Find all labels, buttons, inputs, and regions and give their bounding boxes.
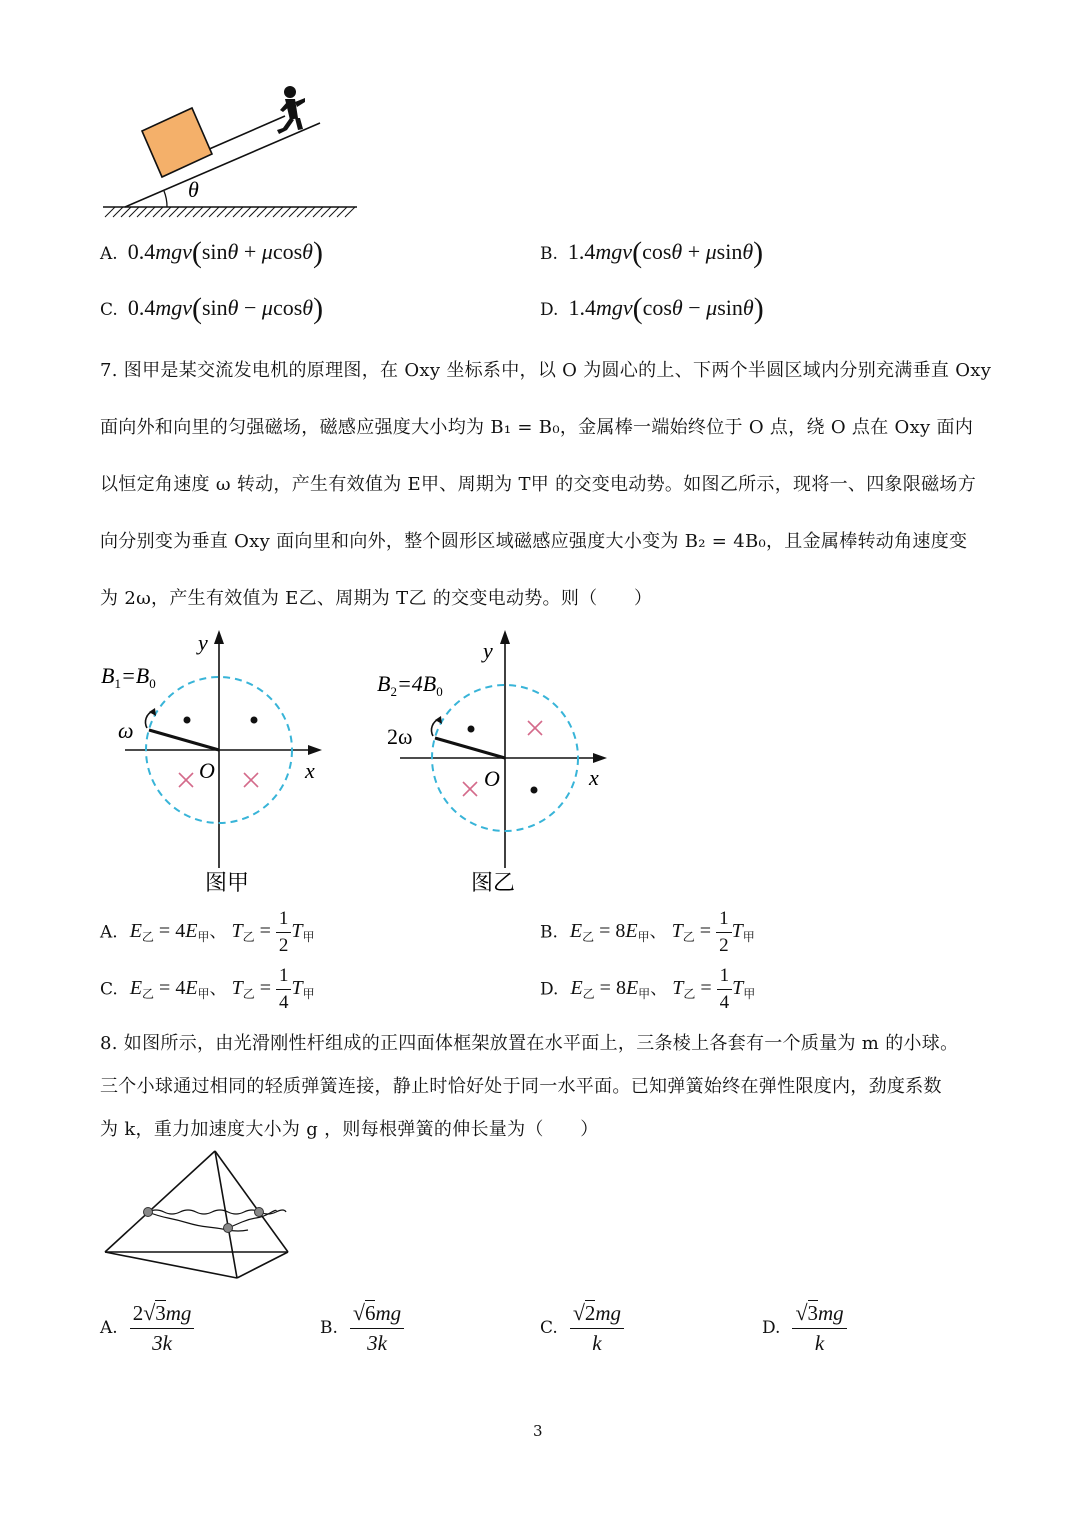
incline-figure <box>95 80 370 220</box>
q7-line-1: 7. 图甲是某交流发电机的原理图，在 Oxy 坐标系中，以 O 为圆心的上、下两个半圆区域内分别充满垂直 Oxy <box>100 360 992 381</box>
q8-option: B. $\frac{√6mg}{3k}$ <box>320 1300 404 1356</box>
axis-x-label: x <box>305 758 315 783</box>
figure-yi <box>375 628 635 898</box>
q8-line-2: 三个小球通过相同的轻质弹簧连接，静止时恰好处于同一水平面。已知弹簧始终在弹性限度内，劲度系数 <box>100 1076 942 1097</box>
q6-option: B. 1.4mgv(cosθ + μsinθ) <box>540 236 764 269</box>
axis-y-label: y <box>483 638 493 663</box>
ball <box>224 1224 233 1233</box>
axis-x-label: x <box>589 765 599 790</box>
metal-rod <box>149 730 219 750</box>
q7-line-2: 面向外和向里的匀强磁场，磁感应强度大小均为 B₁ = B₀，金属棒一端始终位于 O 点，绕 O 点在 Oxy 面内 <box>100 417 974 438</box>
figure-caption: 图甲 <box>205 870 250 895</box>
q7-line-3: 以恒定角速度 ω 转动，产生有效值为 E甲、周期为 T甲 的交变电动势。如图乙所示，现将一、四象限磁场方 <box>100 474 977 495</box>
q8-option: D. $\frac{√3mg}{k}$ <box>762 1300 847 1356</box>
block <box>142 108 212 177</box>
origin-label: O <box>484 766 500 791</box>
figure-caption: 图乙 <box>471 870 516 895</box>
b-label: $B_1=B_0$ <box>101 663 156 691</box>
dot-out <box>531 787 538 794</box>
q7-option: C. $E_乙 = 4E_甲$、 $T_乙$ = $\frac{1}{4}$ $T_甲$ <box>100 965 315 1013</box>
q6-option: A. 0.4mgv(sinθ + μcosθ) <box>100 236 323 269</box>
dot-out <box>184 717 191 724</box>
page-number: 3 <box>533 1422 543 1440</box>
q8-option: A. $\frac{2√3mg}{3k}$ <box>100 1300 194 1356</box>
q7-option: D. $E_乙 = 8E_甲$、 $T_乙$ = $\frac{1}{4}$ $T_甲$ <box>540 965 756 1013</box>
q8-line-1: 8. 如图所示，由光滑刚性杆组成的正四面体框架放置在水平面上，三条棱上各套有一个质量为 m 的小球。 <box>100 1033 959 1054</box>
omega-label: 2ω <box>387 724 413 749</box>
q7-option: A. $E_乙 = 4E_甲$、 $T_乙$ = $\frac{1}{2}$ $T_甲$ <box>100 908 315 956</box>
angle-label: θ <box>188 177 199 202</box>
person-icon <box>277 86 305 134</box>
q8-line-3: 为 k，重力加速度大小为 g ，则每根弹簧的伸长量为（ ） <box>100 1119 599 1140</box>
q8-option: C. $\frac{√2mg}{k}$ <box>540 1300 624 1356</box>
axis-y-label: y <box>198 630 208 655</box>
q7-option: B. $E_乙 = 8E_甲$、 $T_乙$ = $\frac{1}{2}$ $T_甲$ <box>540 908 755 956</box>
q7-line-5: 为 2ω，产生有效值为 E乙、周期为 T乙 的交变电动势。则（ ） <box>100 588 653 609</box>
ball <box>144 1208 153 1217</box>
figure-jia <box>95 628 355 898</box>
tetrahedron-figure <box>95 1145 300 1285</box>
omega-label: ω <box>118 718 134 743</box>
q7-line-4: 向分别变为垂直 Oxy 面向里和向外，整个圆形区域磁感应强度大小变为 B₂ = 4B₀，且金属棒转动角速度变 <box>100 531 968 552</box>
origin-label: O <box>199 758 215 783</box>
metal-rod <box>435 738 505 758</box>
dot-out <box>468 726 475 733</box>
rope <box>207 116 285 150</box>
ball <box>255 1208 264 1217</box>
q6-option: C. 0.4mgv(sinθ − μcosθ) <box>100 292 324 325</box>
b-label: $B_2=4B_0$ <box>377 671 443 699</box>
q6-option: D. 1.4mgv(cosθ − μsinθ) <box>540 292 764 325</box>
angle-arc <box>164 191 167 207</box>
dot-out <box>251 717 258 724</box>
